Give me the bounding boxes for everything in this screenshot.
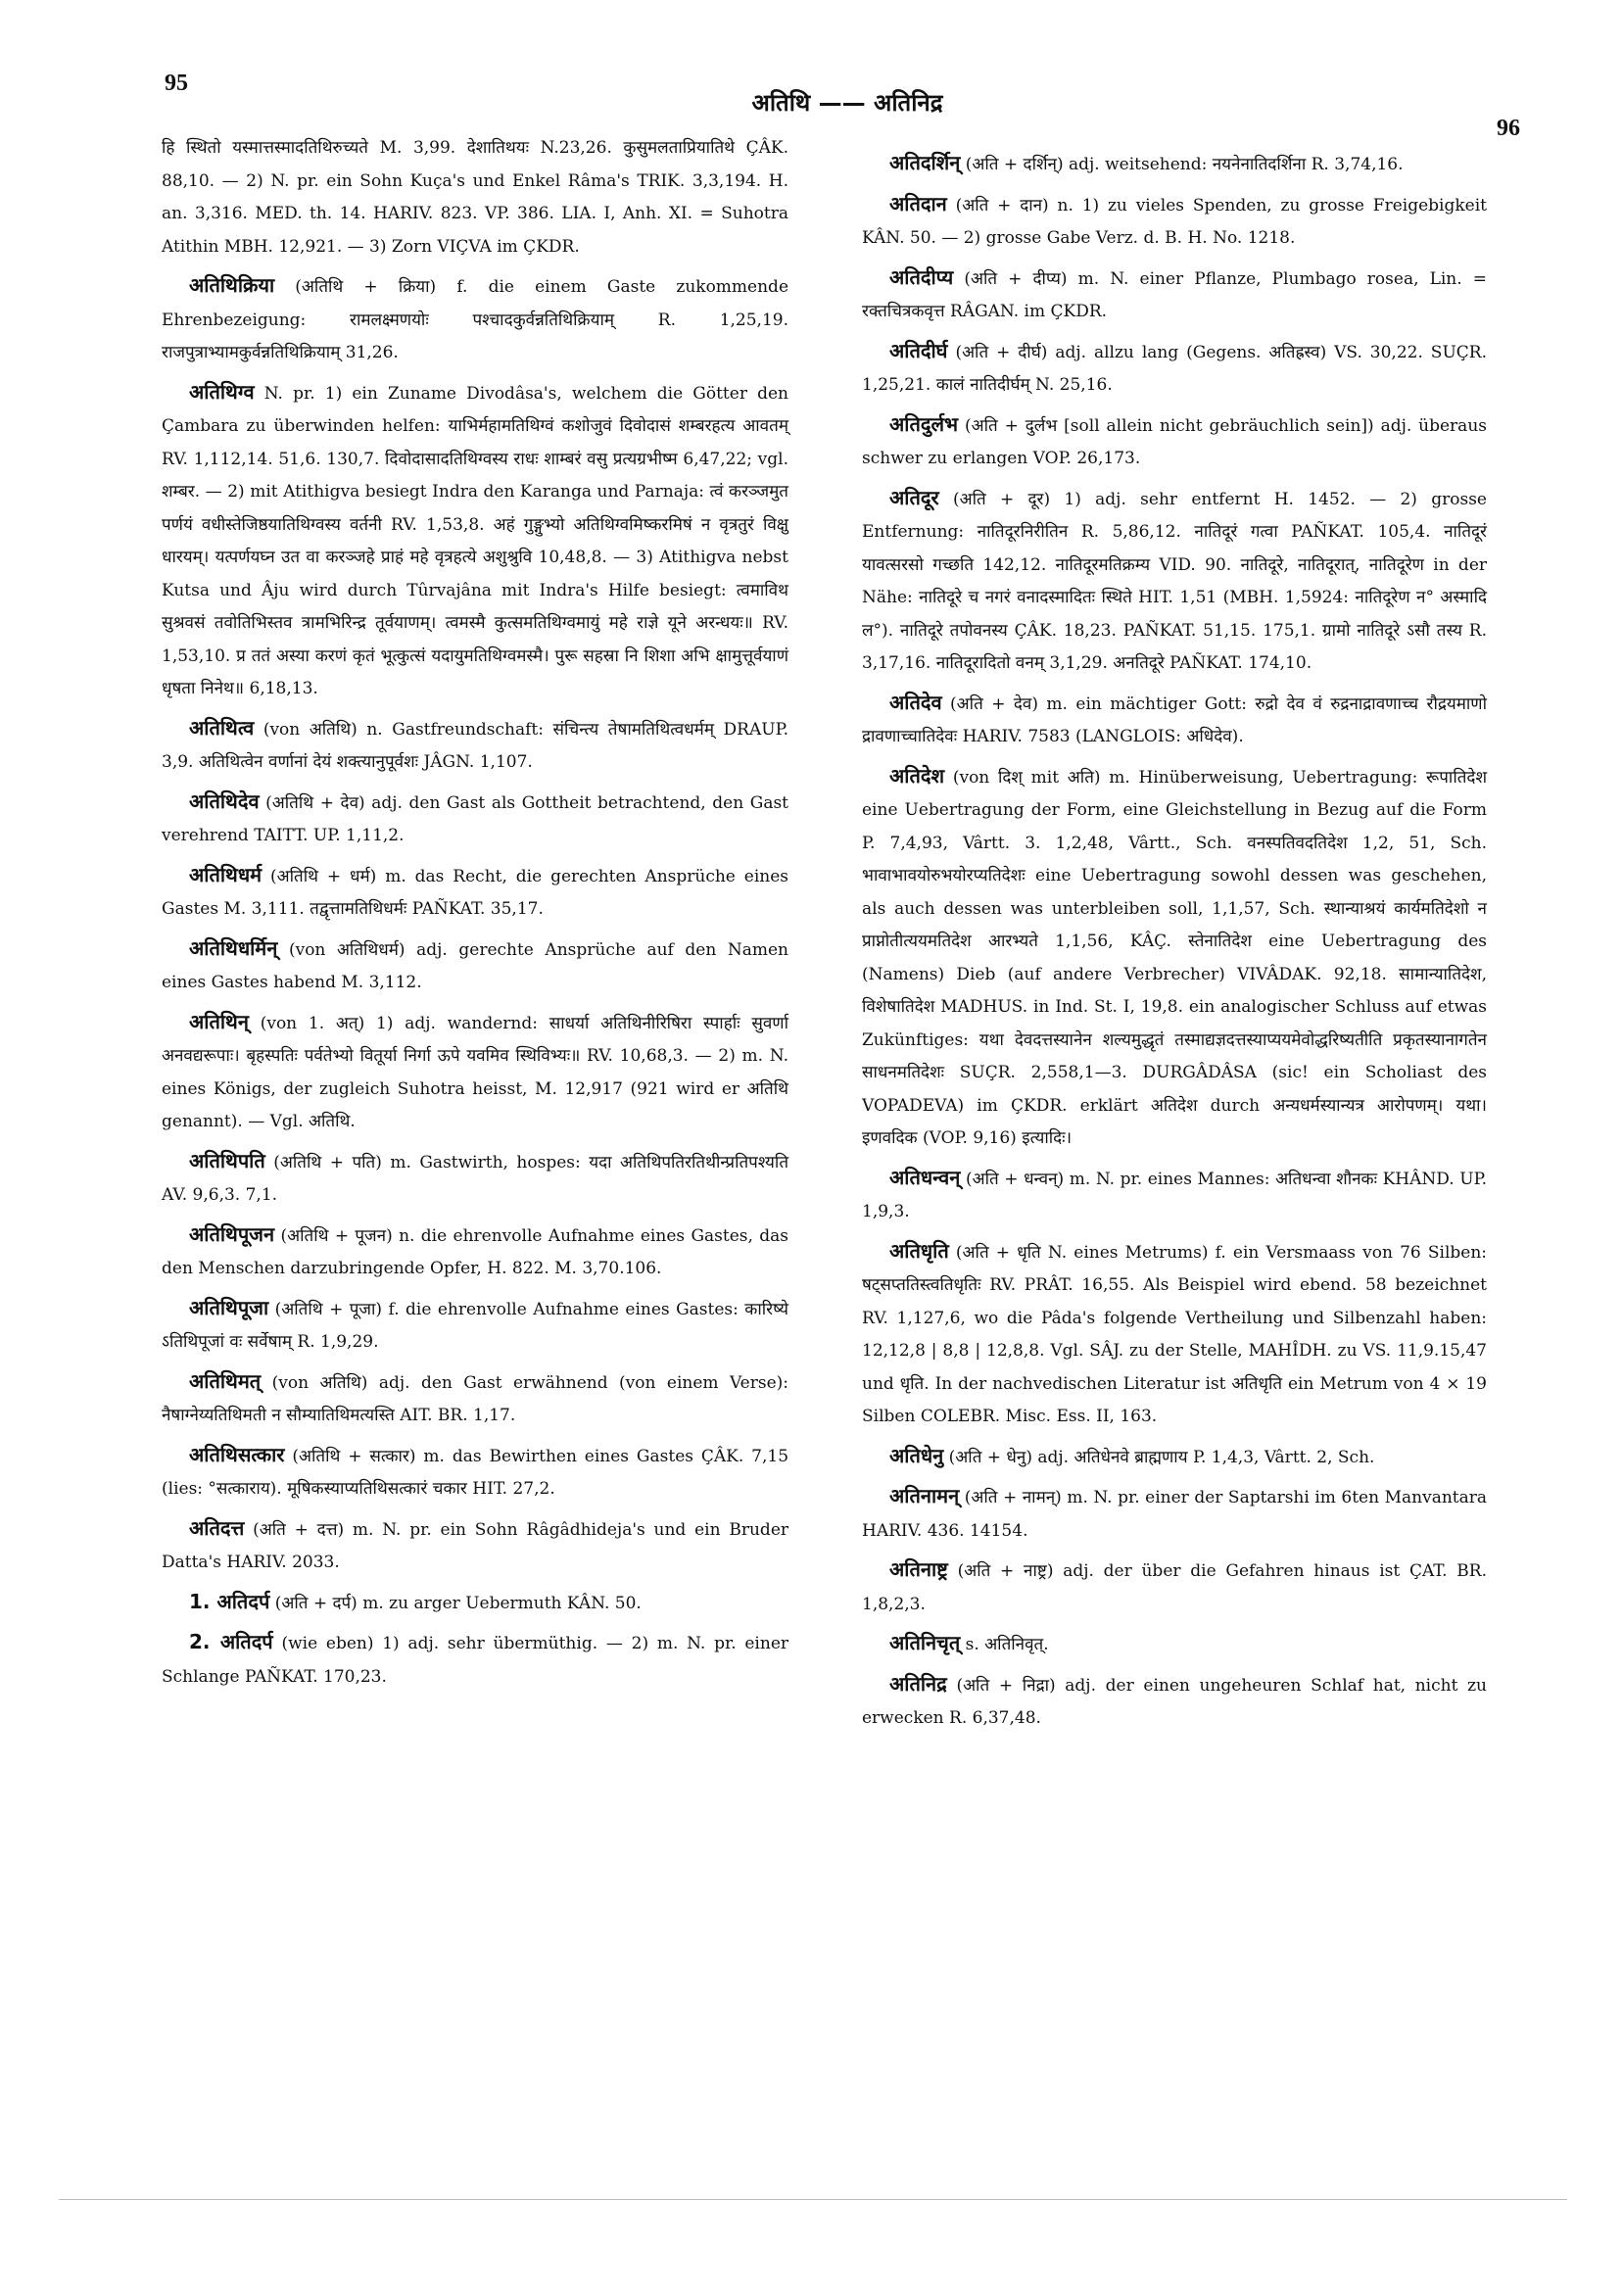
dictionary-entry: [862, 188, 1487, 256]
entry-headword: अतिदीर्घ: [889, 338, 948, 362]
entry-text: (अतिथि + क्रिया) f. die einem Gaste zukommende Ehrenbezeigung: रामलक्ष्मणयोः पश्चादकुर्वन्नतिथिक्रियाम् R. 1,25,19. राजपुत्राभ्यामकुर्वन्नतिथिक्रियाम् 31,26.: [162, 277, 788, 362]
dictionary-entry: [162, 712, 788, 780]
entry-text: (अतिथि + देव) adj. den Gast als Gottheit betrachtend, den Gast verehrend TAITT. UP. 1,11,2.: [162, 792, 789, 845]
entry-text: (अति + दूर) 1) adj. sehr entfernt H. 1452. — 2) grosse Entfernung: नातिदूरनिरीतिन R. 5,86,12. नातिदूरं गत्वा PAÑKAT. 105,4. नातिदूरं यावत्सरसो गच्छति 142,12. नातिदूरमतिक्रम्य VID. 90. नातिदूरे, नातिदूरात्, नातिदूरेण in der Nähe: नातिदूरे च नगरं वनादस्मादितः स्थिते HIT. 1,51 (MBH. 1,5924: नातिदूरेण न° अस्मादि ल°). नातिदूरे तपोवनस्य ÇÂK. 18,23. PAÑKAT. 51,15. 175,1. ग्रामो नातिदूरे ऽसौ तस्य R. 3,17,16. नातिदूरादितो वनम् 3,1,29. अनतिदूरे PAÑKAT. 174,10.: [862, 489, 1487, 673]
entry-text: (अतिथि + धर्म) m. das Recht, die gerechten Ansprüche eines Gastes M. 3,111. तद्वृत्तामतिथिधर्मः PAÑKAT. 35,17.: [162, 866, 789, 919]
footer-rule: [59, 2199, 1567, 2200]
dictionary-entry: [862, 1235, 1487, 1434]
entry-headword: अतिदर्शिन्: [889, 151, 961, 174]
dictionary-entry: [162, 132, 788, 263]
entry-text: (अति + दीप्य) m. N. einer Pflanze, Plumbago rosea, Lin. = रक्तचित्रकवृत्त RÂGAN. im ÇKDR.: [862, 268, 1487, 321]
entry-headword: अतिधन्वन्: [889, 1165, 961, 1189]
entry-text: (अति + नाष्ट्र) adj. der über die Gefahren hinaus ist ÇAT. BR. 1,8,2,3.: [862, 1561, 1488, 1614]
entry-text: (von अतिथिधर्म) adj. gerechte Ansprüche auf den Namen eines Gastes habend M. 3,112.: [162, 939, 788, 992]
page-number-left: 95: [165, 71, 188, 96]
entry-text: (von दिश् mit अति) m. Hinüberweisung, Uebertragung: रूपातिदेश eine Uebertragung der Form, eine Gleichstellung in Bezug auf die Form P. 7,4,93, Vârtt. 3. 1,2,48, Vârtt., Sch. वनस्पतिवदतिदेश 1,2, 51, Sch. भावाभावयोरुभयोरप्यतिदेशः eine Uebertragung sowohl dessen was geschehen, als auch dessen was unterbleiben soll, 1,1,57, Sch. स्थान्याश्रयं कार्यमतिदेशो न प्राप्नोतीत्ययमतिदेश आरभ्यते 1,1,56, KÂÇ. स्तेनातिदेश eine Uebertragung des (Namens) Dieb (auf andere Verbrecher) VIVÂDAK. 92,18. सामान्यातिदेश, विशेषातिदेश MADHUS. in Ind. St. I, 19,8. ein analogischer Schluss auf etwas Zukünftiges: यथा देवदत्तस्यानेन शल्यमुद्धृतं तस्माद्यज्ञदत्तस्याप्ययमेवोद्धरिष्यतीति प्रकृतस्यानागतेन साधनमतिदेशः SUÇR. 2,558,1—3. DURGÂDÂSA (sic! ein Scholiast des VOPADEVA) im ÇKDR. erklärt अतिदेश durch अन्यधर्मस्यान्यत्र आरोपणम्। यथा। इणवदिक (VOP. 9,16) इत्यादिः।: [862, 767, 1488, 1148]
entry-text: (अति + दत्त) m. N. pr. ein Sohn Râgâdhideja's und ein Bruder Datta's HARIV. 2033.: [162, 1519, 789, 1572]
entry-text: (अति + दर्प) m. zu arger Uebermuth KÂN. 50.: [274, 1593, 642, 1613]
dictionary-entry: [162, 933, 788, 1000]
entry-headword: अतिदत्त: [189, 1515, 245, 1540]
entry-headword: अतिथिधर्मिन्: [189, 935, 278, 960]
dictionary-entry: [162, 376, 788, 706]
entry-headword: अतिथिपति: [189, 1148, 265, 1172]
entry-headword: अतिधृति: [889, 1238, 949, 1263]
entry-text: (अतिथि + सत्कार) m. das Bewirthen eines Gastes ÇÂK. 7,15 (lies: °सत्काराय). मूषिकस्याप्यतिथिसत्कारं चकार HIT. 27,2.: [162, 1446, 789, 1499]
entry-text: (अति + नामन्) m. N. pr. einer der Saptarshi im 6ten Manvantara HARIV. 436. 14154.: [862, 1488, 1488, 1541]
dictionary-entry: [862, 262, 1487, 329]
entry-headword: अतिथिमत्: [189, 1368, 262, 1393]
entry-text: (अतिथि + पति) m. Gastwirth, hospes: यदा अतिथिपतिरतिथीन्प्रतिपश्यति AV. 9,6,3. 7,1.: [162, 1152, 789, 1205]
entry-headword: अतिनिचृत्: [889, 1631, 961, 1654]
entry-text: (wie eben) 1) adj. sehr übermüthig. — 2) m. N. pr. einer Schlange PAÑKAT. 170,23.: [162, 1634, 789, 1687]
dictionary-entry: [162, 1292, 788, 1360]
left-column: [162, 132, 788, 1699]
dictionary-entry: [862, 760, 1487, 1156]
entry-text: (अति + दान) n. 1) zu vieles Spenden, zu grosse Freigebigkeit KÂN. 50. — 2) grosse Gabe Verz. d. B. H. No. 1218.: [862, 195, 1487, 248]
entry-headword: अतिनामन्: [889, 1484, 960, 1507]
dictionary-entry: [862, 482, 1487, 681]
dictionary-entry: [862, 1440, 1487, 1475]
dictionary-entry: [862, 1554, 1487, 1621]
entry-text: (अतिथि + पूजन) n. die ehrenvolle Aufnahme eines Gastes, das den Menschen darzubringende Opfer, H. 822. M. 3,70.106.: [162, 1225, 789, 1278]
entry-text: (अति + दर्शिन्) adj. weitsehend: नयनेनातिदर्शिना R. 3,74,16.: [965, 155, 1404, 174]
entry-headword: अतिथिपूजन: [189, 1221, 275, 1246]
dictionary-entry: [862, 335, 1487, 403]
entry-text: (von अतिथि) adj. den Gast erwähnend (von einem Verse): नैषाग्नेय्यतिथिमती न सौम्यातिथिमत्यस्ति AIT. BR. 1,17.: [162, 1372, 788, 1425]
entry-text: (von अतिथि) n. Gastfreundschaft: संचिन्त्य तेषामतिथित्वधर्मम् DRAUP. 3,9. अतिथित्वेन वर्णानां देयं शक्त्यानुपूर्वशः JÂGN. 1,107.: [162, 719, 788, 772]
dictionary-entry: [162, 786, 788, 853]
entry-headword: अतिधेनु: [889, 1443, 944, 1467]
dictionary-entry: [162, 1512, 788, 1580]
entry-headword: अतिथिग्व: [189, 379, 255, 404]
entry-headword: अतिदेव: [889, 690, 942, 714]
dictionary-entry: [162, 1586, 788, 1621]
dictionary-entry: [862, 1668, 1487, 1736]
entry-headword: अतिदेश: [889, 763, 945, 788]
entry-headword: अतिथिक्रिया: [189, 273, 275, 297]
dictionary-entry: [162, 859, 788, 927]
entry-text: (अति + दीर्घ) adj. allzu lang (Gegens. अतिह्रस्व) VS. 30,22. SUÇR. 1,25,21. कालं नातिदीर्घम् N. 25,16.: [862, 342, 1487, 395]
entry-headword: अतिथिसत्कार: [189, 1442, 285, 1466]
dictionary-entry: [162, 1145, 788, 1213]
entry-headword: 1. अतिदर्प: [189, 1589, 270, 1613]
entry-text: (अति + धेनु) adj. अतिधेनवे ब्राह्मणाय P. 1,4,3, Vârtt. 2, Sch.: [948, 1447, 1375, 1467]
dictionary-entry: [862, 147, 1487, 182]
entry-headword: अतिदीप्य: [889, 264, 954, 289]
entry-headword: अतिनाष्ट्र: [889, 1557, 948, 1581]
running-header: अतिथि —— अतिनिद्र: [751, 89, 943, 117]
dictionary-entry: [862, 1627, 1487, 1662]
entry-headword: अतिदूर: [889, 485, 939, 509]
entry-text: s. अतिनिवृत्.: [965, 1635, 1049, 1654]
entry-text: (अति + निद्रा) adj. der einen ungeheuren Schlaf hat, nicht zu erwecken R. 6,37,48.: [862, 1675, 1487, 1728]
entry-text: (अति + धृति N. eines Metrums) f. ein Versmaass von 76 Silben: षट्सप्ततिस्त्वतिधृतिः RV. PRÂT. 16,55. Als Beispiel wird ebend. 58 bezeichnet RV. 1,127,6, wo die Pâda's folgende Vertheilung und Silbenzahl haben: 12,12,8 | 8,8 | 12,8,8. Vgl. SÂJ. zu der Stelle, MAHÎDH. zu VS. 11,9.15,47 und धृति. In der nachvedischen Literatur ist अतिधृति ein Metrum von 4 × 19 Silben COLEBR. Misc. Ess. II, 163.: [862, 1242, 1488, 1426]
dictionary-entry: [162, 1219, 788, 1286]
entry-headword: अतिथिधर्म: [189, 862, 262, 886]
dictionary-entry: [162, 1365, 788, 1433]
entry-headword: अतिदुर्लभ: [889, 411, 959, 436]
dictionary-entry: [862, 1162, 1487, 1229]
page-number-right: 96: [1497, 116, 1520, 141]
entry-text: (अतिथि + पूजा) f. die ehrenvolle Aufnahme eines Gastes: कारिष्ये ऽतिथिपूजां वः सर्वेषाम् R. 1,9,29.: [162, 1299, 788, 1352]
entry-headword: अतिथिन्: [189, 1009, 249, 1033]
entry-headword: अतिथिदेव: [189, 789, 260, 813]
entry-text: (von 1. अत्) 1) adj. wandernd: साधर्या अतिथिनीरिषिरा स्पार्हाः सुवर्णा अनवद्यरूपाः। बृहस्पतिः पर्वतेभ्यो वितूर्या निर्गा ऊपे यवमिव स्थिविभ्यः॥ RV. 10,68,3. — 2) m. N. eines Königs, der zugleich Suhotra heisst, M. 12,917 (921 wird er अतिथि genannt). — Vgl. अतिथि.: [162, 1013, 788, 1131]
entry-headword: अतिथिपूजा: [189, 1295, 269, 1319]
right-column: [862, 147, 1487, 1742]
dictionary-entry: [862, 687, 1487, 754]
entry-text: हि स्थितो यस्मात्तस्मादतिथिरुच्यते M. 3,99. देशातिथयः N.23,26. कुसुमलताप्रियातिथे ÇÂK. 88,10. — 2) N. pr. ein Sohn Kuça's und Enkel Râma's TRIK. 3,3,194. H. an. 3,316. MED. th. 14. HARIV. 823. VP. 386. LIA. I, Anh. XI. = Suhotra Atithin MBH. 12,921. — 3) Zorn VIÇVA im ÇKDR.: [162, 138, 788, 257]
dictionary-entry: [162, 1626, 788, 1694]
entry-text: (अति + देव) m. ein mächtiger Gott: रुद्रो देव वं रुद्रनाद्रावणाच्च रौद्रयमाणो द्रावणाच्चातिदेवः HARIV. 7583 (LANGLOIS: अधिदेव).: [862, 694, 1487, 746]
dictionary-entry: [162, 1439, 788, 1507]
dictionary-entry: [862, 408, 1487, 476]
dictionary-entry: [162, 269, 788, 370]
dictionary-entry: [862, 1480, 1487, 1548]
entry-headword: अतिनिद्र: [889, 1671, 947, 1696]
entry-headword: अतिथित्व: [189, 715, 255, 740]
entry-text: (अति + धन्वन्) m. N. pr. eines Mannes: अतिधन्वा शौनकः KHÂND. UP. 1,9,3.: [862, 1169, 1488, 1221]
entry-headword: 2. अतिदर्प: [189, 1630, 273, 1653]
entry-text: N. pr. 1) ein Zuname Divodâsa's, welchem die Götter den Çambara zu überwinden helfen: याभिर्महामतिथिग्वं कशोजुवं दिवोदासं शम्बरहत्य आवतम् RV. 1,112,14. 51,6. 130,7. दिवोदासादतिथिग्वस्य राधः शाम्बरं वसु प्रत्यग्रभीष्म 6,47,22; vgl. शम्बर. — 2) mit Atithigva besiegt Indra den Karanga und Parnaja: त्वं करञ्जमुत पर्णयं वधीस्तेजिष्ठयातिथिग्वस्य वर्तनी RV. 1,53,8. अहं गुङ्गुभ्यो अतिथिग्वमिष्करमिषं न वृत्रतुरं विक्षु धारयम्। यत्पर्णयघ्न उत वा करञ्जहे प्राहं महे वृत्रहत्ये अशुश्रुवि 10,48,8. — 3) Atithigva nebst Kutsa und Âju wird durch Tûrvajâna mit Indra's Hilfe besiegt: त्वमाविथ सुश्रवसं तवोतिभिस्तव त्रामभिरिन्द्र तूर्वयाणम्। त्वमस्मै कुत्समतिथिग्वमायुं महे राज्ञे यूने अरन्धयः॥ RV. 1,53,10. प्र ततं अस्या करणं कृतं भूत्कुत्सं यदायुमतिथिग्वमस्मै। पुरू सहस्रा नि शिशा अभि क्षामुत्तूर्वयाणं धृषता निनेथ॥ 6,18,13.: [162, 383, 788, 698]
entry-text: (अति + दुर्लभ [soll allein nicht gebräuchlich sein]) adj. überaus schwer zu erlangen VOP. 26,173.: [862, 415, 1487, 468]
entry-headword: अतिदान: [889, 191, 947, 215]
dictionary-entry: [162, 1006, 788, 1139]
